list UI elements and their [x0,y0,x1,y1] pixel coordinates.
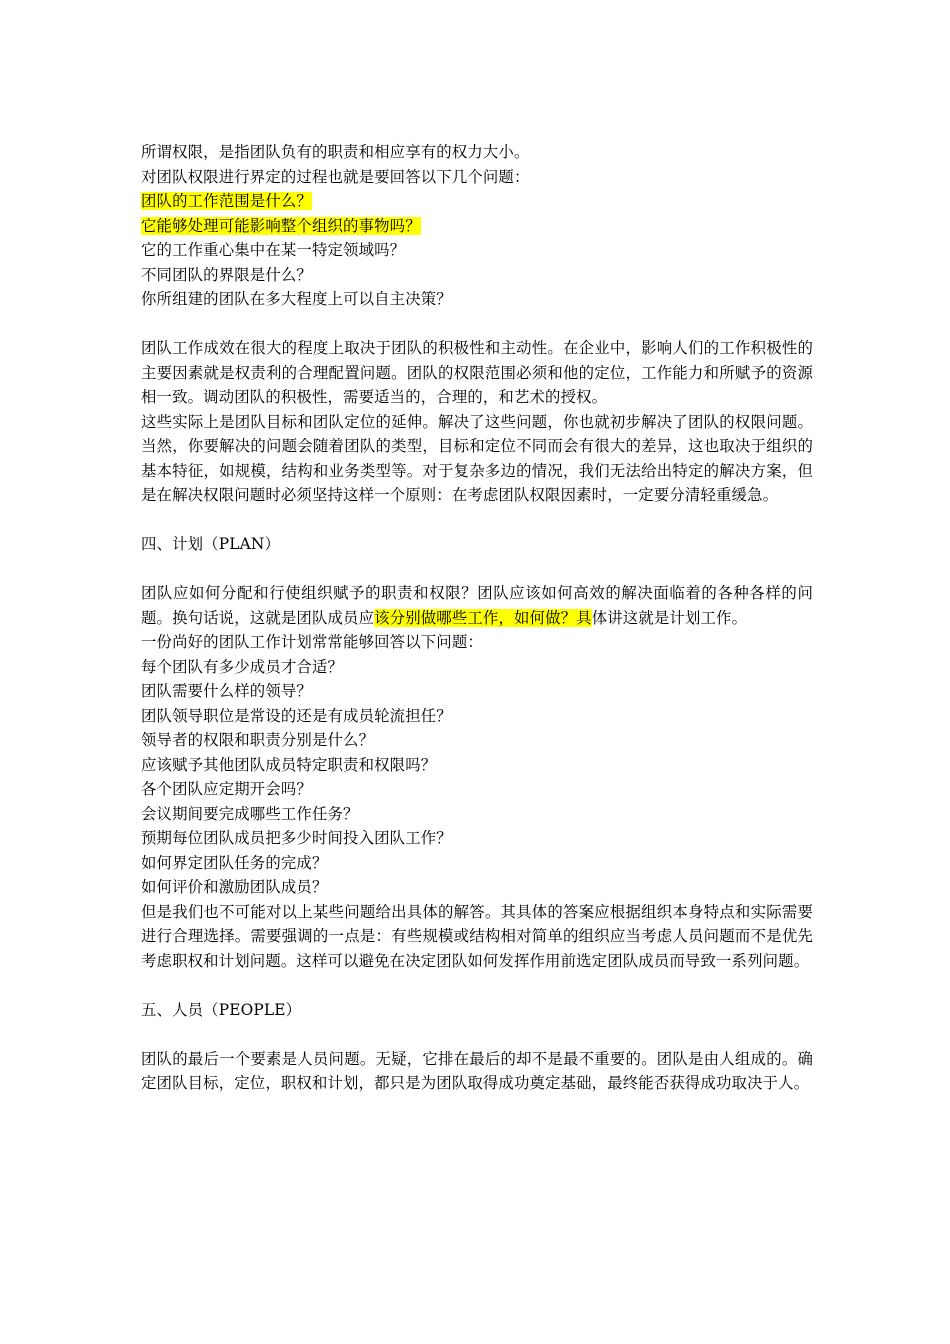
plan-question: 预期每位团队成员把多少时间投入团队工作？ [141,829,452,847]
plan-question: 各个团队应定期开会吗？ [141,780,312,798]
paragraph-spacer [141,508,813,533]
paragraph-spacer [141,1022,813,1047]
plan-intro: 一份尚好的团队工作计划常常能够回答以下问题： [141,633,483,651]
plan-question: 领导者的权限和职责分别是什么？ [141,731,375,749]
plan-question: 团队需要什么样的领导？ [141,682,312,700]
plan-question: 如何评价和激励团队成员？ [141,878,328,896]
section-heading-plan: 四、计划（PLAN） [141,535,281,553]
plan-question: 应该赋予其他团队成员特定职责和权限吗？ [141,755,437,774]
authority-question: 你所组建的团队在多大程度上可以自主决策？ [141,290,452,308]
document-page [141,140,813,1096]
plan-paragraph [141,581,813,630]
plan-question: 团队领导职位是常设的还是有成员轮流担任？ [141,706,452,725]
paragraph-spacer [141,312,813,337]
plan-question: 每个团队有多少成员才合适？ [141,657,344,676]
section-heading-people: 五、人员（PEOPLE） [141,1000,302,1019]
authority-question [141,214,813,239]
plan-question: 会议期间要完成哪些工作任务？ [141,804,359,823]
plan-text-before: 团队应如何分配和行使组织赋予的职责和权限？团队应该如何高效的解决面临着的各种各样的问题。换句话说，这就是团队成员应 [141,584,813,627]
highlighted-text: 它能够处理可能影响整个组织的事物吗？ [141,216,421,235]
extension-paragraph: 这些实际上是团队目标和团队定位的延伸。解决了这些问题，你也就初步解决了团队的权限问题。当然，你要解决的问题会随着团队的类型，目标和定位不同而会有很大的差异，这也取决于组织的基本特征，如规模，结构和业务类型等。对于复杂多边的情况，我们无法给出特定的解决方案，但是在解决权限问题时必须坚持这样一个原则：在考虑团队权限因素时，一定要分清轻重缓急。 [141,412,813,504]
highlighted-text: 团队的工作范围是什么？ [141,192,312,210]
highlighted-text: 该分别做哪些工作，如何做？具 [374,608,592,627]
plan-question: 如何界定团队任务的完成？ [141,853,328,872]
authority-question: 不同团队的界限是什么？ [141,265,312,284]
plan-text-after: 体讲这就是计划工作。 [591,608,748,627]
paragraph-spacer [141,973,813,998]
authority-question: 它的工作重心集中在某一特定领域吗？ [141,241,406,259]
plan-conclusion-paragraph: 但是我们也不可能对以上某些问题给出具体的解答。其具体的答案应根据组织本身特点和实际需要进行合理选择。需要强调的一点是：有些规模或结构相对简单的组织应当考虑人员问题而不是优先考虑职权和计划问题。这样可以避免在决定团队如何发挥作用前选定团队成员而导致一系列问题。 [141,902,813,970]
people-paragraph: 团队的最后一个要素是人员问题。无疑，它排在最后的却不是最不重要的。团队是由人组成的。确定团队目标，定位，职权和计划，都只是为团队取得成功奠定基础，最终能否获得成功取决于人。 [141,1049,813,1092]
intro-line: 对团队权限进行界定的过程也就是要回答以下几个问题： [141,167,530,186]
paragraph-spacer [141,557,813,582]
authority-question [141,189,813,214]
intro-line: 所谓权限，是指团队负有的职责和相应享有的权力大小。 [141,143,530,161]
effectiveness-paragraph: 团队工作成效在很大的程度上取决于团队的积极性和主动性。在企业中，影响人们的工作积极性的主要因素就是权责利的合理配置问题。团队的权限范围必须和他的定位，工作能力和所赋予的资源相一致。调动团队的积极性，需要适当的，合理的，和艺术的授权。 [141,339,813,406]
